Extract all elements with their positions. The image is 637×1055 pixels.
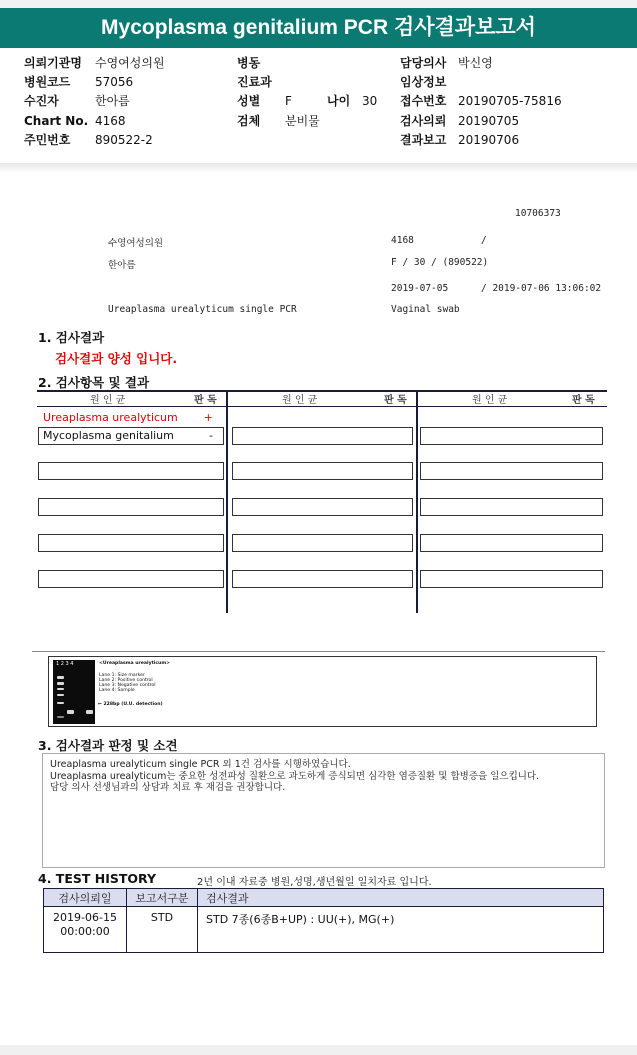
document-number: 10706373 [515, 208, 561, 219]
empty-cell [38, 462, 224, 480]
gel-legend-line: Lane 2: Positive control [99, 678, 153, 683]
col-judge-label: 판 독 [194, 395, 217, 406]
findings-box [42, 753, 605, 868]
gel-arrow-label: ← 228bp (U.U. detection) [98, 702, 163, 707]
header-value: 20190705-75816 [458, 94, 562, 108]
lane-numbers: 1 2 3 4 [56, 661, 74, 667]
table-header-rule [37, 406, 607, 407]
header-divider [0, 163, 637, 173]
header-label: 병동 [237, 56, 261, 70]
header-label: 임상정보 [400, 75, 447, 89]
empty-cell [232, 462, 413, 480]
header-label: 진료과 [237, 75, 272, 89]
header-label: 수진자 [24, 94, 59, 108]
history-type: STD [127, 907, 198, 953]
doc-patient: 한아름 [108, 260, 136, 271]
history-time: 00:00:00 [60, 925, 110, 938]
col-header [90, 391, 125, 406]
judgement-mark: - [209, 429, 213, 442]
header-value: F [285, 94, 292, 108]
header-label: 주민번호 [24, 133, 71, 147]
col-header-label: 원 인 균 [472, 395, 508, 406]
history-col-date: 검사의뢰일 [44, 889, 127, 907]
doc-date-receive: 2019-07-05 [391, 283, 449, 294]
header-label: 접수번호 [400, 94, 447, 108]
history-row [44, 907, 604, 953]
section3-title: 3. 검사결과 판정 및 소견 [38, 738, 178, 753]
history-header-row [44, 889, 604, 907]
column-divider [226, 391, 228, 613]
findings-line: Ureaplasma urealyticum single PCR 외 1건 검사를 시행하였습니다. [50, 759, 351, 770]
empty-cell [232, 498, 413, 516]
gel-legend-line: Lane 3: Negative control [99, 683, 156, 688]
history-note: 2년 이내 자료중 병원,성명,생년월일 일치자료 입니다. [197, 877, 432, 888]
gel-band [57, 688, 64, 690]
gel-image [53, 660, 95, 724]
header-label: 성별 [237, 94, 261, 108]
empty-cell [232, 534, 413, 552]
header-value: 분비물 [285, 114, 320, 128]
empty-cell [38, 534, 224, 552]
empty-cell [38, 570, 224, 588]
doc-chart-no: 4168 [391, 235, 414, 246]
header-label: 병원코드 [24, 75, 71, 89]
gel-band [86, 710, 93, 714]
history-col-type: 보고서구분 [127, 889, 198, 907]
history-table [43, 888, 604, 953]
gel-band [57, 716, 64, 718]
organism-name: Mycoplasma genitalium [43, 429, 174, 442]
doc-specimen: Vaginal swab [391, 304, 460, 315]
header-value: 20190705 [458, 114, 520, 128]
header-label: Chart No. [24, 114, 89, 128]
history-date: 2019-06-15 [53, 911, 117, 924]
gel-heading: <Ureaplasma urealyticum> [99, 661, 170, 666]
result-statement: 검사결과 양성 입니다. [55, 351, 178, 366]
section2-title: 2. 검사항목 및 결과 [38, 375, 150, 390]
header-label: 검체 [237, 114, 261, 128]
gel-band [57, 694, 64, 696]
doc-hospital: 수영여성의원 [108, 238, 164, 249]
header-value: 박신영 [458, 56, 493, 70]
col-header [282, 391, 317, 406]
col-header [472, 391, 507, 406]
history-col-result: 검사결과 [198, 889, 604, 907]
section-rule [32, 651, 605, 652]
col-judge-label: 판 독 [572, 395, 595, 406]
header-label: 담당의사 [400, 56, 447, 70]
report-title: Mycoplasma genitalium PCR 검사결과보고서 [0, 8, 637, 48]
findings-line: Ureaplasma urealyticum는 중요한 성전파성 질환으로 과도하게 증식되면 심각한 염증질환 및 합병증을 일으킵니다. [50, 770, 540, 782]
empty-cell [420, 462, 603, 480]
header-label: 검사의뢰 [400, 114, 447, 128]
empty-cell [38, 498, 224, 516]
result-item-positive [38, 409, 224, 427]
organism-name: Ureaplasma urealyticum [43, 411, 178, 424]
findings-line: 담당 의사 선생님과의 상담과 치료 후 재검을 권장합니다. [50, 782, 286, 793]
header-label: 나이 [327, 94, 351, 108]
header-value: 한아름 [95, 94, 130, 108]
section4-title: 4. TEST HISTORY [38, 871, 157, 886]
gel-band [57, 676, 64, 679]
judgement-mark: + [203, 411, 213, 424]
bottom-strip [0, 1045, 637, 1055]
result-item [38, 427, 224, 445]
header-value: 4168 [95, 114, 126, 128]
header-value: 20190706 [458, 133, 520, 147]
col-header-label: 원 인 균 [282, 395, 318, 406]
header-label: 결과보고 [400, 133, 447, 147]
top-strip [0, 0, 637, 8]
doc-test-name: Ureaplasma urealyticum single PCR [108, 304, 297, 315]
gel-band [57, 682, 64, 685]
column-divider [416, 391, 418, 613]
header-value: 30 [362, 94, 378, 108]
col-judge-label: 판 독 [384, 395, 407, 406]
empty-cell [232, 570, 413, 588]
section1-title: 1. 검사결과 [38, 330, 105, 345]
empty-cell [420, 427, 603, 445]
header-value: 890522-2 [95, 133, 153, 147]
gel-legend-line: Lane 4: Sample [99, 688, 135, 693]
gel-electrophoresis-figure [48, 656, 597, 727]
empty-cell [232, 427, 413, 445]
empty-cell [420, 498, 603, 516]
header-label: 의뢰기관명 [24, 56, 82, 70]
doc-sex-age: F / 30 / (890522) [391, 257, 489, 268]
doc-date-report: / 2019-07-06 13:06:02 [481, 283, 602, 294]
empty-cell [420, 570, 603, 588]
gel-band [67, 710, 74, 714]
header-value: 57056 [95, 75, 134, 89]
empty-cell [420, 534, 603, 552]
header-value: 수영여성의원 [95, 56, 165, 70]
doc-slash: / [481, 235, 487, 246]
gel-band [57, 702, 64, 704]
history-date-cell [44, 907, 127, 953]
col-header-label: 원 인 균 [90, 395, 126, 406]
gel-legend-line: Lane 1: Size marker [99, 673, 145, 678]
history-result: STD 7종(6종B+UP) : UU(+), MG(+) [198, 907, 604, 953]
